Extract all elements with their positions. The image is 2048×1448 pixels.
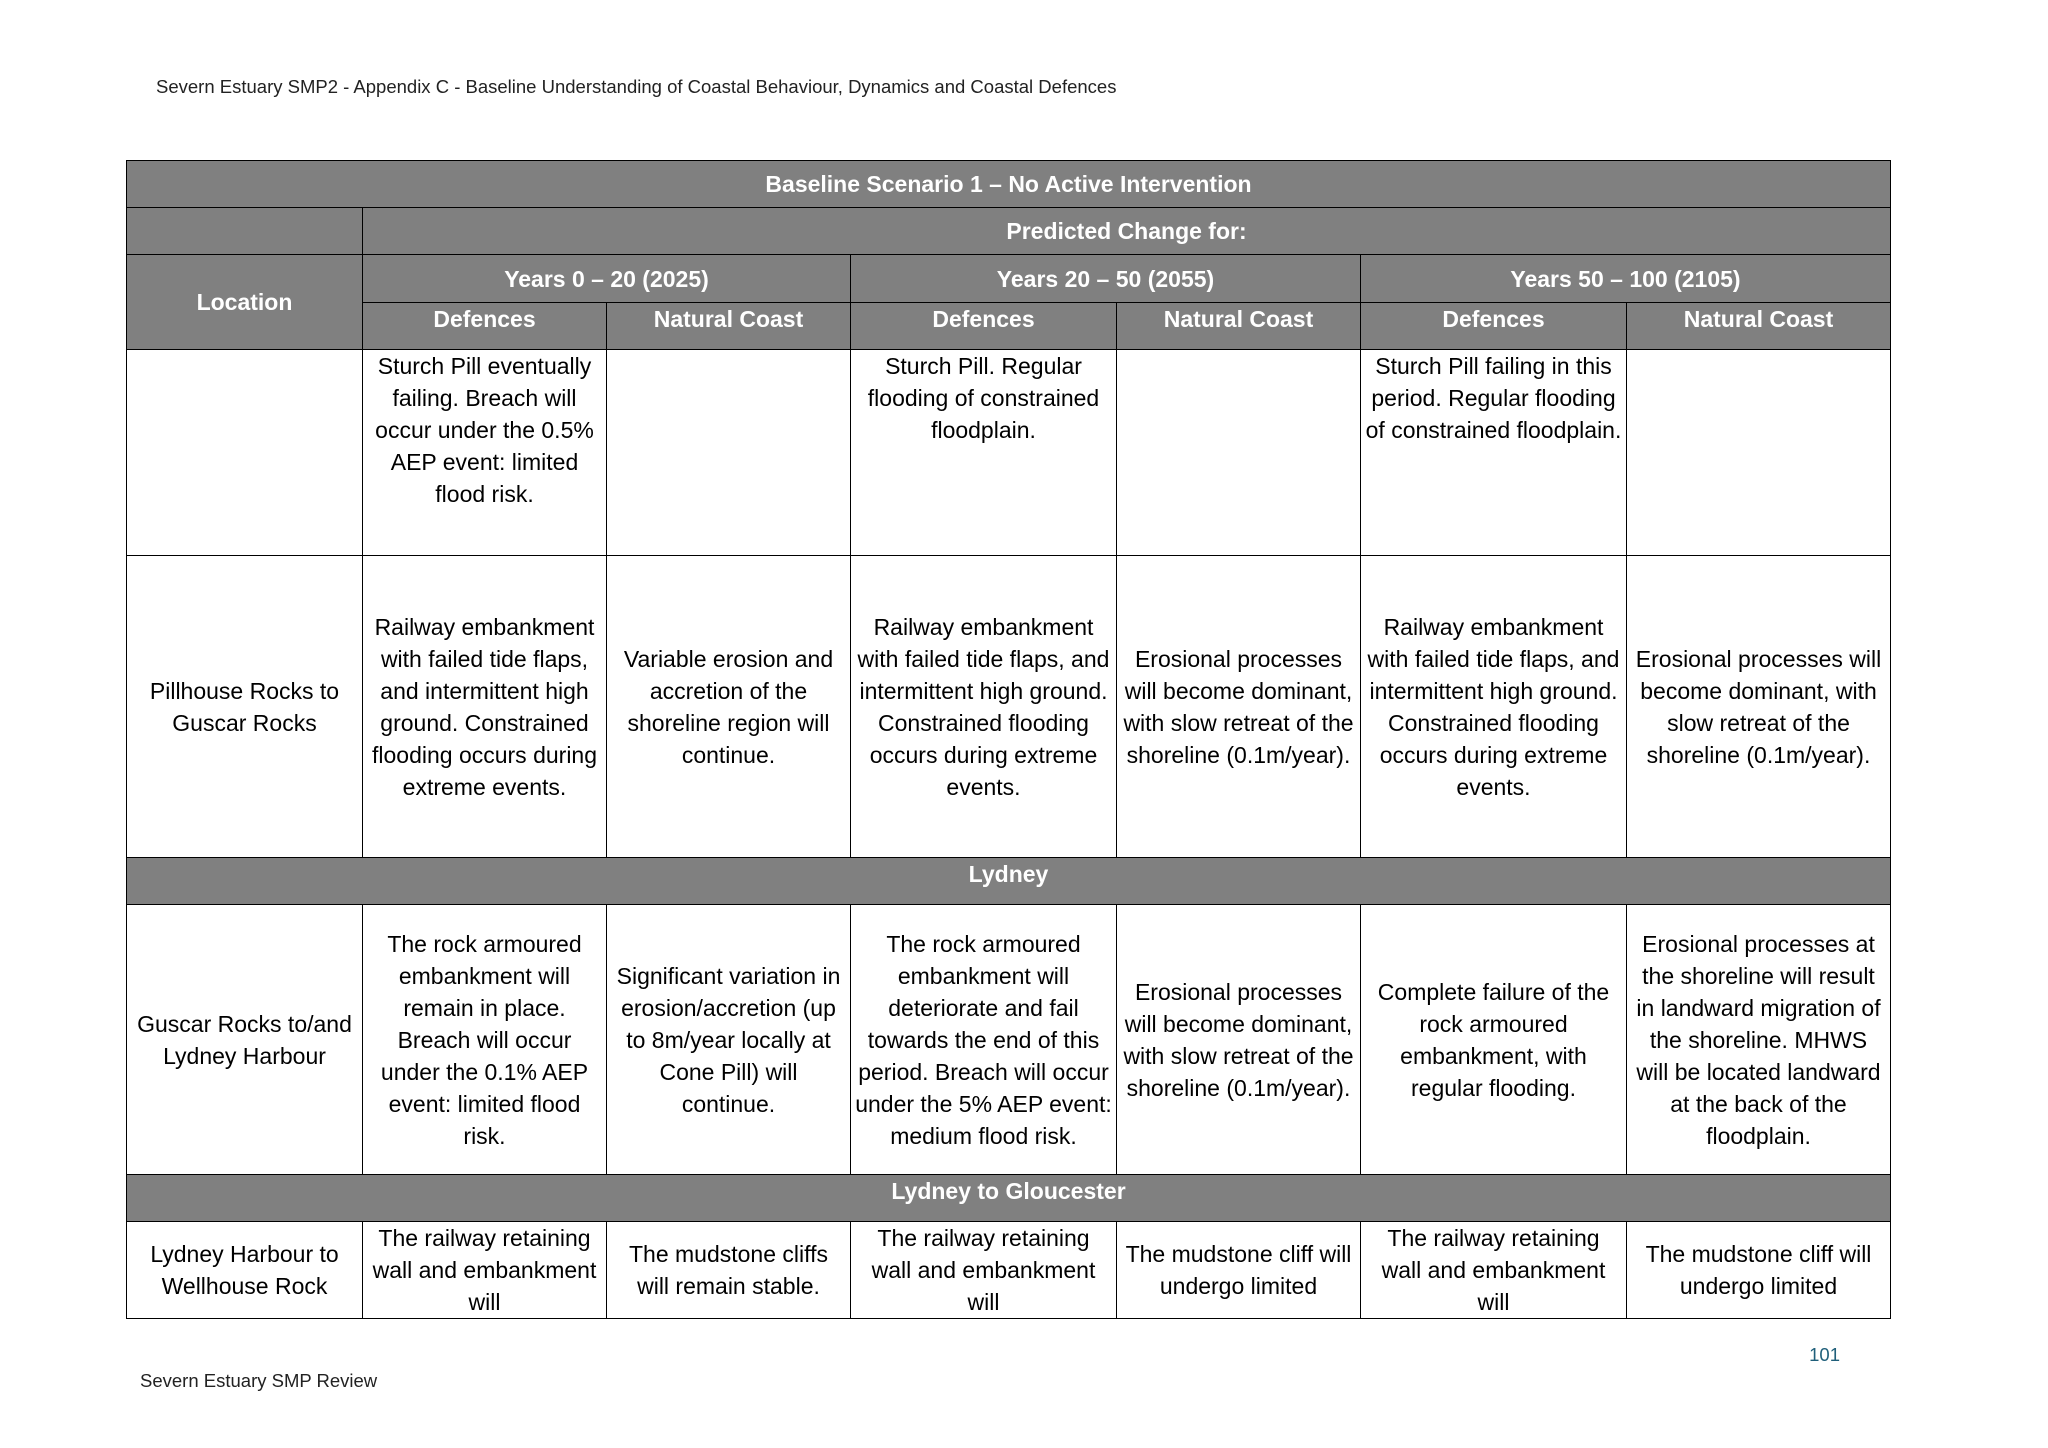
predicted-change-header: Predicted Change for: (363, 208, 1891, 255)
table-row (127, 1222, 1891, 1319)
table-row (127, 905, 1891, 1175)
table-title: Baseline Scenario 1 – No Active Intervention (127, 161, 1891, 208)
subheader-defences: Defences (1361, 303, 1627, 350)
table-cell: Sturch Pill failing in this period. Regular flooding of constrained floodplain. (1361, 350, 1627, 556)
table-cell: The mudstone cliff will undergo limited (1117, 1222, 1361, 1319)
blank-header-cell (127, 208, 363, 255)
baseline-scenario-table (126, 160, 1891, 1319)
location-cell: Guscar Rocks to/and Lydney Harbour (127, 905, 363, 1175)
table-cell: Complete failure of the rock armoured embankment, with regular flooding. (1361, 905, 1627, 1175)
subheader-natural-coast: Natural Coast (1627, 303, 1891, 350)
table-cell: Railway embankment with failed tide flaps, and intermittent high ground. Constrained flooding occurs during extreme events. (363, 556, 607, 858)
period-header-50-100: Years 50 – 100 (2105) (1361, 255, 1891, 303)
table-cell: Significant variation in erosion/accretion (up to 8m/year locally at Cone Pill) will continue. (607, 905, 851, 1175)
location-cell: Lydney Harbour to Wellhouse Rock (127, 1222, 363, 1319)
table-cell: Variable erosion and accretion of the shoreline region will continue. (607, 556, 851, 858)
page-footer: Severn Estuary SMP Review (140, 1370, 378, 1391)
subheader-defences: Defences (363, 303, 607, 350)
table-cell: The railway retaining wall and embankment will (363, 1222, 607, 1319)
table-cell: The rock armoured embankment will remain in place. Breach will occur under the 0.1% AEP event: limited flood risk. (363, 905, 607, 1175)
page-number: 101 (1809, 1344, 1840, 1365)
table-row (127, 556, 1891, 858)
location-cell: Pillhouse Rocks to Guscar Rocks (127, 556, 363, 858)
location-header: Location (127, 255, 363, 350)
section-header-lydney: Lydney (127, 858, 1891, 905)
table-cell: Sturch Pill. Regular flooding of constrained floodplain. (851, 350, 1117, 556)
table-cell: The railway retaining wall and embankment will (851, 1222, 1117, 1319)
table-cell: Sturch Pill eventually failing. Breach will occur under the 0.5% AEP event: limited flood risk. (363, 350, 607, 556)
table-cell (1117, 350, 1361, 556)
table-row (127, 350, 1891, 556)
section-header-lydney-to-gloucester: Lydney to Gloucester (127, 1175, 1891, 1222)
subheader-defences: Defences (851, 303, 1117, 350)
table-cell: Erosional processes at the shoreline will result in landward migration of the shoreline. MHWS will be located landward at the back of the floodplain. (1627, 905, 1891, 1175)
table-cell: Erosional processes will become dominant, with slow retreat of the shoreline (0.1m/year). (1627, 556, 1891, 858)
table-cell: Erosional processes will become dominant, with slow retreat of the shoreline (0.1m/year). (1117, 905, 1361, 1175)
subheader-natural-coast: Natural Coast (1117, 303, 1361, 350)
table-cell: The mudstone cliffs will remain stable. (607, 1222, 851, 1319)
table-cell (1627, 350, 1891, 556)
subheader-natural-coast: Natural Coast (607, 303, 851, 350)
table-cell: Railway embankment with failed tide flaps, and intermittent high ground. Constrained flooding occurs during extreme events. (1361, 556, 1627, 858)
period-header-20-50: Years 20 – 50 (2055) (851, 255, 1361, 303)
period-header-0-20: Years 0 – 20 (2025) (363, 255, 851, 303)
table-cell: The mudstone cliff will undergo limited (1627, 1222, 1891, 1319)
table-cell (607, 350, 851, 556)
page-header: Severn Estuary SMP2 - Appendix C - Baseline Understanding of Coastal Behaviour, Dynamics and Coastal Defences (156, 76, 1117, 97)
table-cell: The railway retaining wall and embankment will (1361, 1222, 1627, 1319)
table-cell: Erosional processes will become dominant, with slow retreat of the shoreline (0.1m/year). (1117, 556, 1361, 858)
table-cell: Railway embankment with failed tide flaps, and intermittent high ground. Constrained flooding occurs during extreme events. (851, 556, 1117, 858)
location-cell (127, 350, 363, 556)
table-cell: The rock armoured embankment will deteriorate and fail towards the end of this period. Breach will occur under the 5% AEP event: medium flood risk. (851, 905, 1117, 1175)
